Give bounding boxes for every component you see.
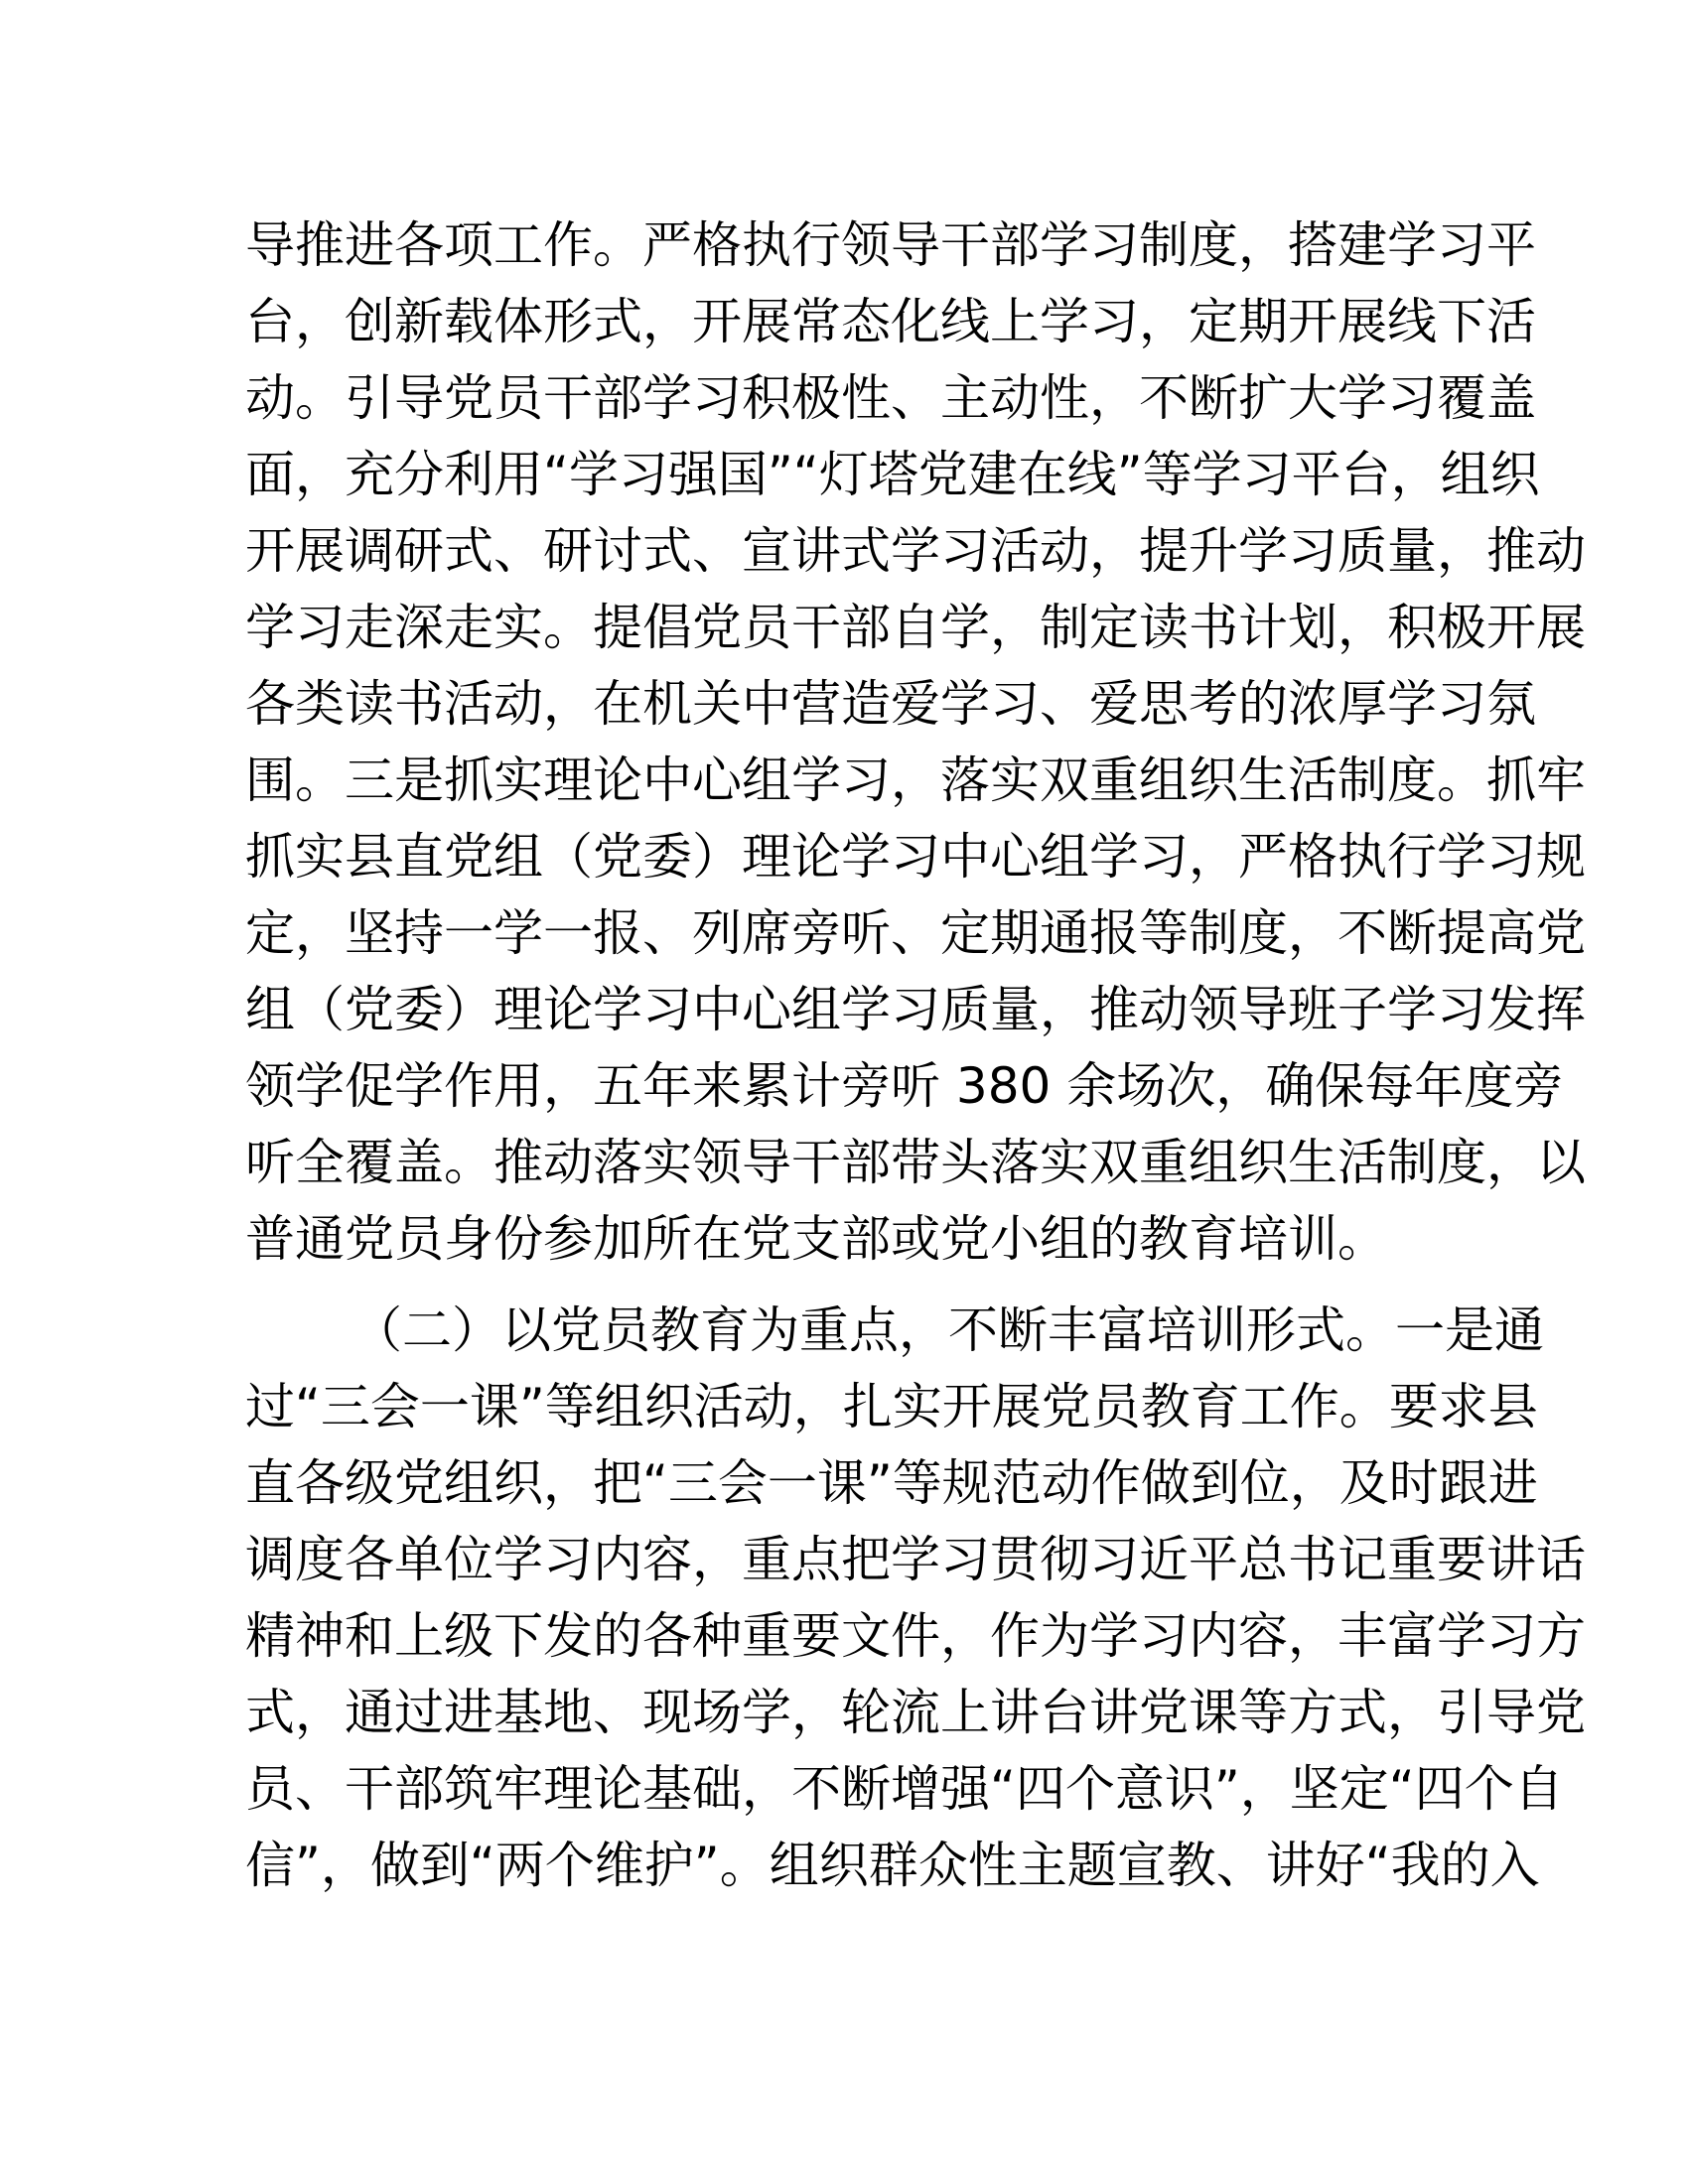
paragraph-2-line: 式，通过进基地、现场学，轮流上讲台讲党课等方式，引导党 — [245, 1684, 1586, 1741]
paragraph-1-line: 导推进各项工作。严格执行领导干部学习制度，搭建学习平 — [245, 216, 1536, 274]
paragraph-1-line: 各类读书活动，在机关中营造爱学习、爱思考的浓厚学习氛 — [245, 675, 1536, 733]
paragraph-1-line: 听全覆盖。推动落实领导干部带头落实双重组织生活制度，以 — [245, 1134, 1586, 1191]
paragraph-1-line: 面，充分利用“学习强国”“灯塔党建在线”等学习平台，组织 — [245, 446, 1540, 503]
paragraph-1-line: 开展调研式、研讨式、宣讲式学习活动，提升学习质量，推动 — [245, 522, 1586, 580]
paragraph-2-line: 员、干部筑牢理论基础，不断增强“四个意识”，坚定“四个自 — [245, 1760, 1564, 1818]
paragraph-1-line: 学习走深走实。提倡党员干部自学，制定读书计划，积极开展 — [245, 599, 1586, 656]
paragraph-2-line: 信”，做到“两个维护”。组织群众性主题宣教、讲好“我的入 — [245, 1837, 1540, 1894]
paragraph-1-line: 定，坚持一学一报、列席旁听、定期通报等制度，不断提高党 — [245, 904, 1586, 962]
paragraph-1-line: 台，创新载体形式，开展常态化线上学习，定期开展线下活 — [245, 293, 1536, 350]
paragraph-1-line: 普通党员身份参加所在党支部或党小组的教育培训。 — [245, 1210, 1387, 1268]
paragraph-1-line: 抓实县直党组（党委）理论学习中心组学习，严格执行学习规 — [245, 828, 1586, 886]
paragraph-1-line: 组（党委）理论学习中心组学习质量，推动领导班子学习发挥 — [245, 981, 1586, 1038]
paragraph-2-line: 过“三会一课”等组织活动，扎实开展党员教育工作。要求县 — [245, 1378, 1538, 1435]
paragraph-1-line: 动。引导党员干部学习积极性、主动性，不断扩大学习覆盖 — [245, 369, 1536, 427]
paragraph-1-line: 领学促学作用，五年来累计旁听 380 余场次，确保每年度旁 — [245, 1057, 1564, 1115]
paragraph-2-line: 调度各单位学习内容，重点把学习贯彻习近平总书记重要讲话 — [245, 1531, 1586, 1588]
paragraph-2-line: 直各级党组织，把“三会一课”等规范动作做到位，及时跟进 — [245, 1454, 1538, 1512]
paragraph-2-line: （二）以党员教育为重点，不断丰富培训形式。一是通 — [352, 1301, 1544, 1359]
paragraph-2-line: 精神和上级下发的各种重要文件，作为学习内容，丰富学习方 — [245, 1607, 1586, 1665]
paragraph-1-line: 围。三是抓实理论中心组学习，落实双重组织生活制度。抓牢 — [245, 751, 1586, 809]
